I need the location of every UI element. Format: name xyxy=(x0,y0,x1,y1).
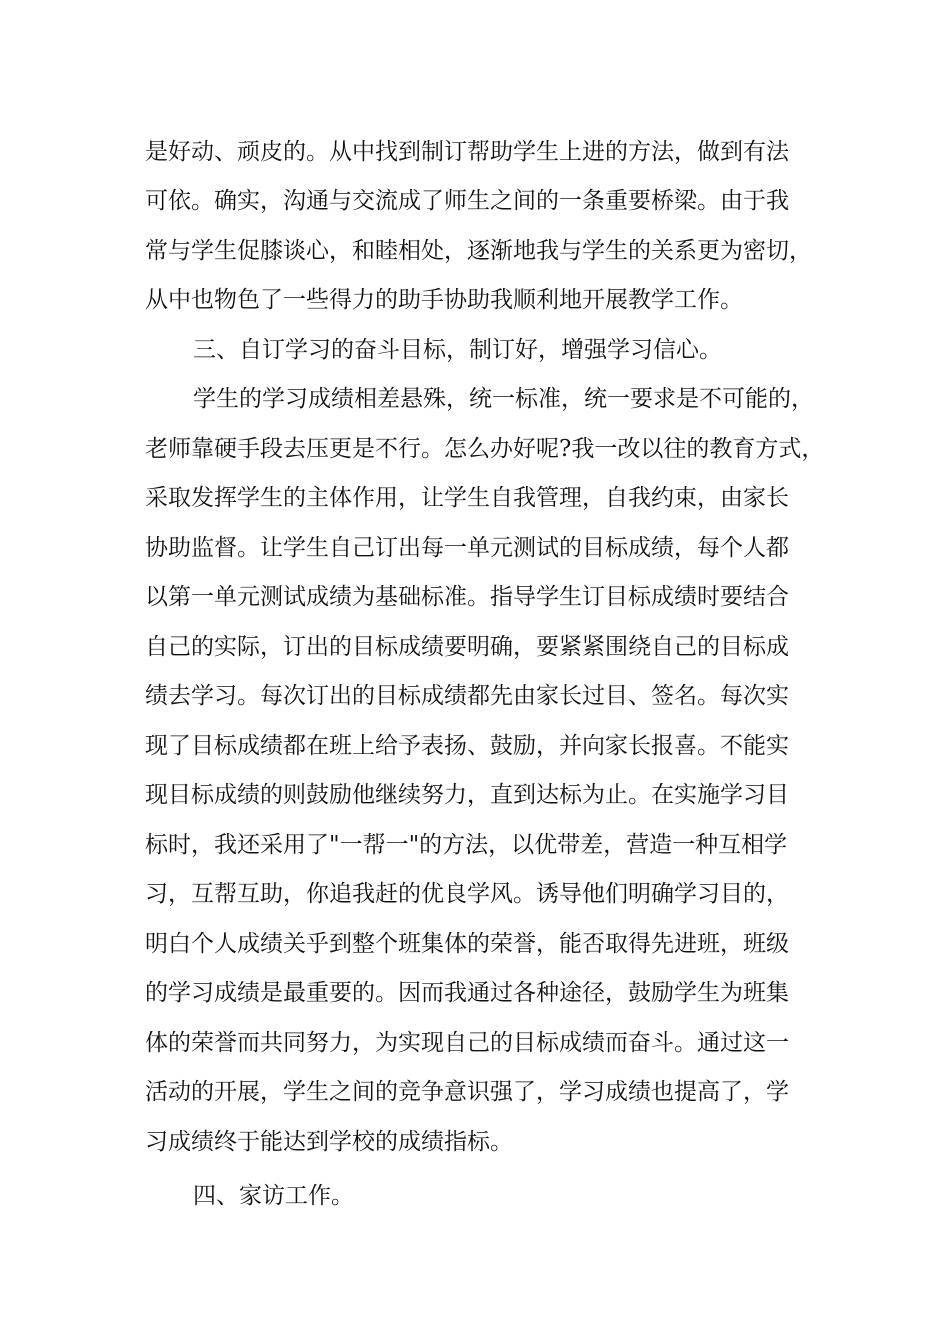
text-line: 协助监督。让学生自己订出每一单元测试的目标成绩，每个人都 xyxy=(145,535,789,561)
text-line: 学生的学习成绩相差悬殊，统一标准，统一要求是不可能的， xyxy=(193,386,814,412)
text-line: 常与学生促膝谈心，和睦相处，逐渐地我与学生的关系更为密切， xyxy=(145,238,812,264)
section-heading: 三、自订学习的奋斗目标，制订好，增强学习信心。 xyxy=(193,337,722,363)
text-line: 从中也物色了一些得力的助手协助我顺利地开展教学工作。 xyxy=(145,287,743,313)
text-line: 明白个人成绩关乎到整个班集体的荣誉，能否取得先进班，班级 xyxy=(145,931,789,957)
text-line: 是好动、顽皮的。从中找到制订帮助学生上进的方法，做到有法 xyxy=(145,139,789,165)
text-line: 标时，我还采用了"一帮一"的方法，以优带差，营造一种互相学 xyxy=(145,832,788,858)
text-line: 采取发挥学生的主体作用，让学生自我管理，自我约束，由家长 xyxy=(145,485,789,511)
text-line: 可依。确实，沟通与交流成了师生之间的一条重要桥梁。由于我 xyxy=(145,188,789,214)
text-line: 习成绩终于能达到学校的成绩指标。 xyxy=(145,1129,513,1155)
text-line: 现目标成绩的则鼓励他继续努力，直到达标为止。在实施学习目 xyxy=(145,782,789,808)
text-line: 现了目标成绩都在班上给予表扬、鼓励，并向家长报喜。不能实 xyxy=(145,733,789,759)
text-line: 习，互帮互助，你追我赶的优良学风。诱导他们明确学习目的， xyxy=(145,881,789,907)
text-line: 的学习成绩是最重要的。因而我通过各种途径，鼓励学生为班集 xyxy=(145,980,789,1006)
text-line: 以第一单元测试成绩为基础标准。指导学生订目标成绩时要结合 xyxy=(145,584,789,610)
text-line: 自己的实际，订出的目标成绩要明确，要紧紧围绕自己的目标成 xyxy=(145,634,789,660)
text-line: 体的荣誉而共同努力，为实现自己的目标成绩而奋斗。通过这一 xyxy=(145,1030,789,1056)
section-heading: 四、家访工作。 xyxy=(193,1183,354,1209)
text-line: 老师靠硬手段去压更是不行。怎么办好呢?我一改以往的教育方式， xyxy=(145,436,825,462)
text-line: 绩去学习。每次订出的目标成绩都先由家长过目、签名。每次实 xyxy=(145,683,789,709)
text-line: 活动的开展，学生之间的竞争意识强了，学习成绩也提高了，学 xyxy=(145,1079,789,1105)
